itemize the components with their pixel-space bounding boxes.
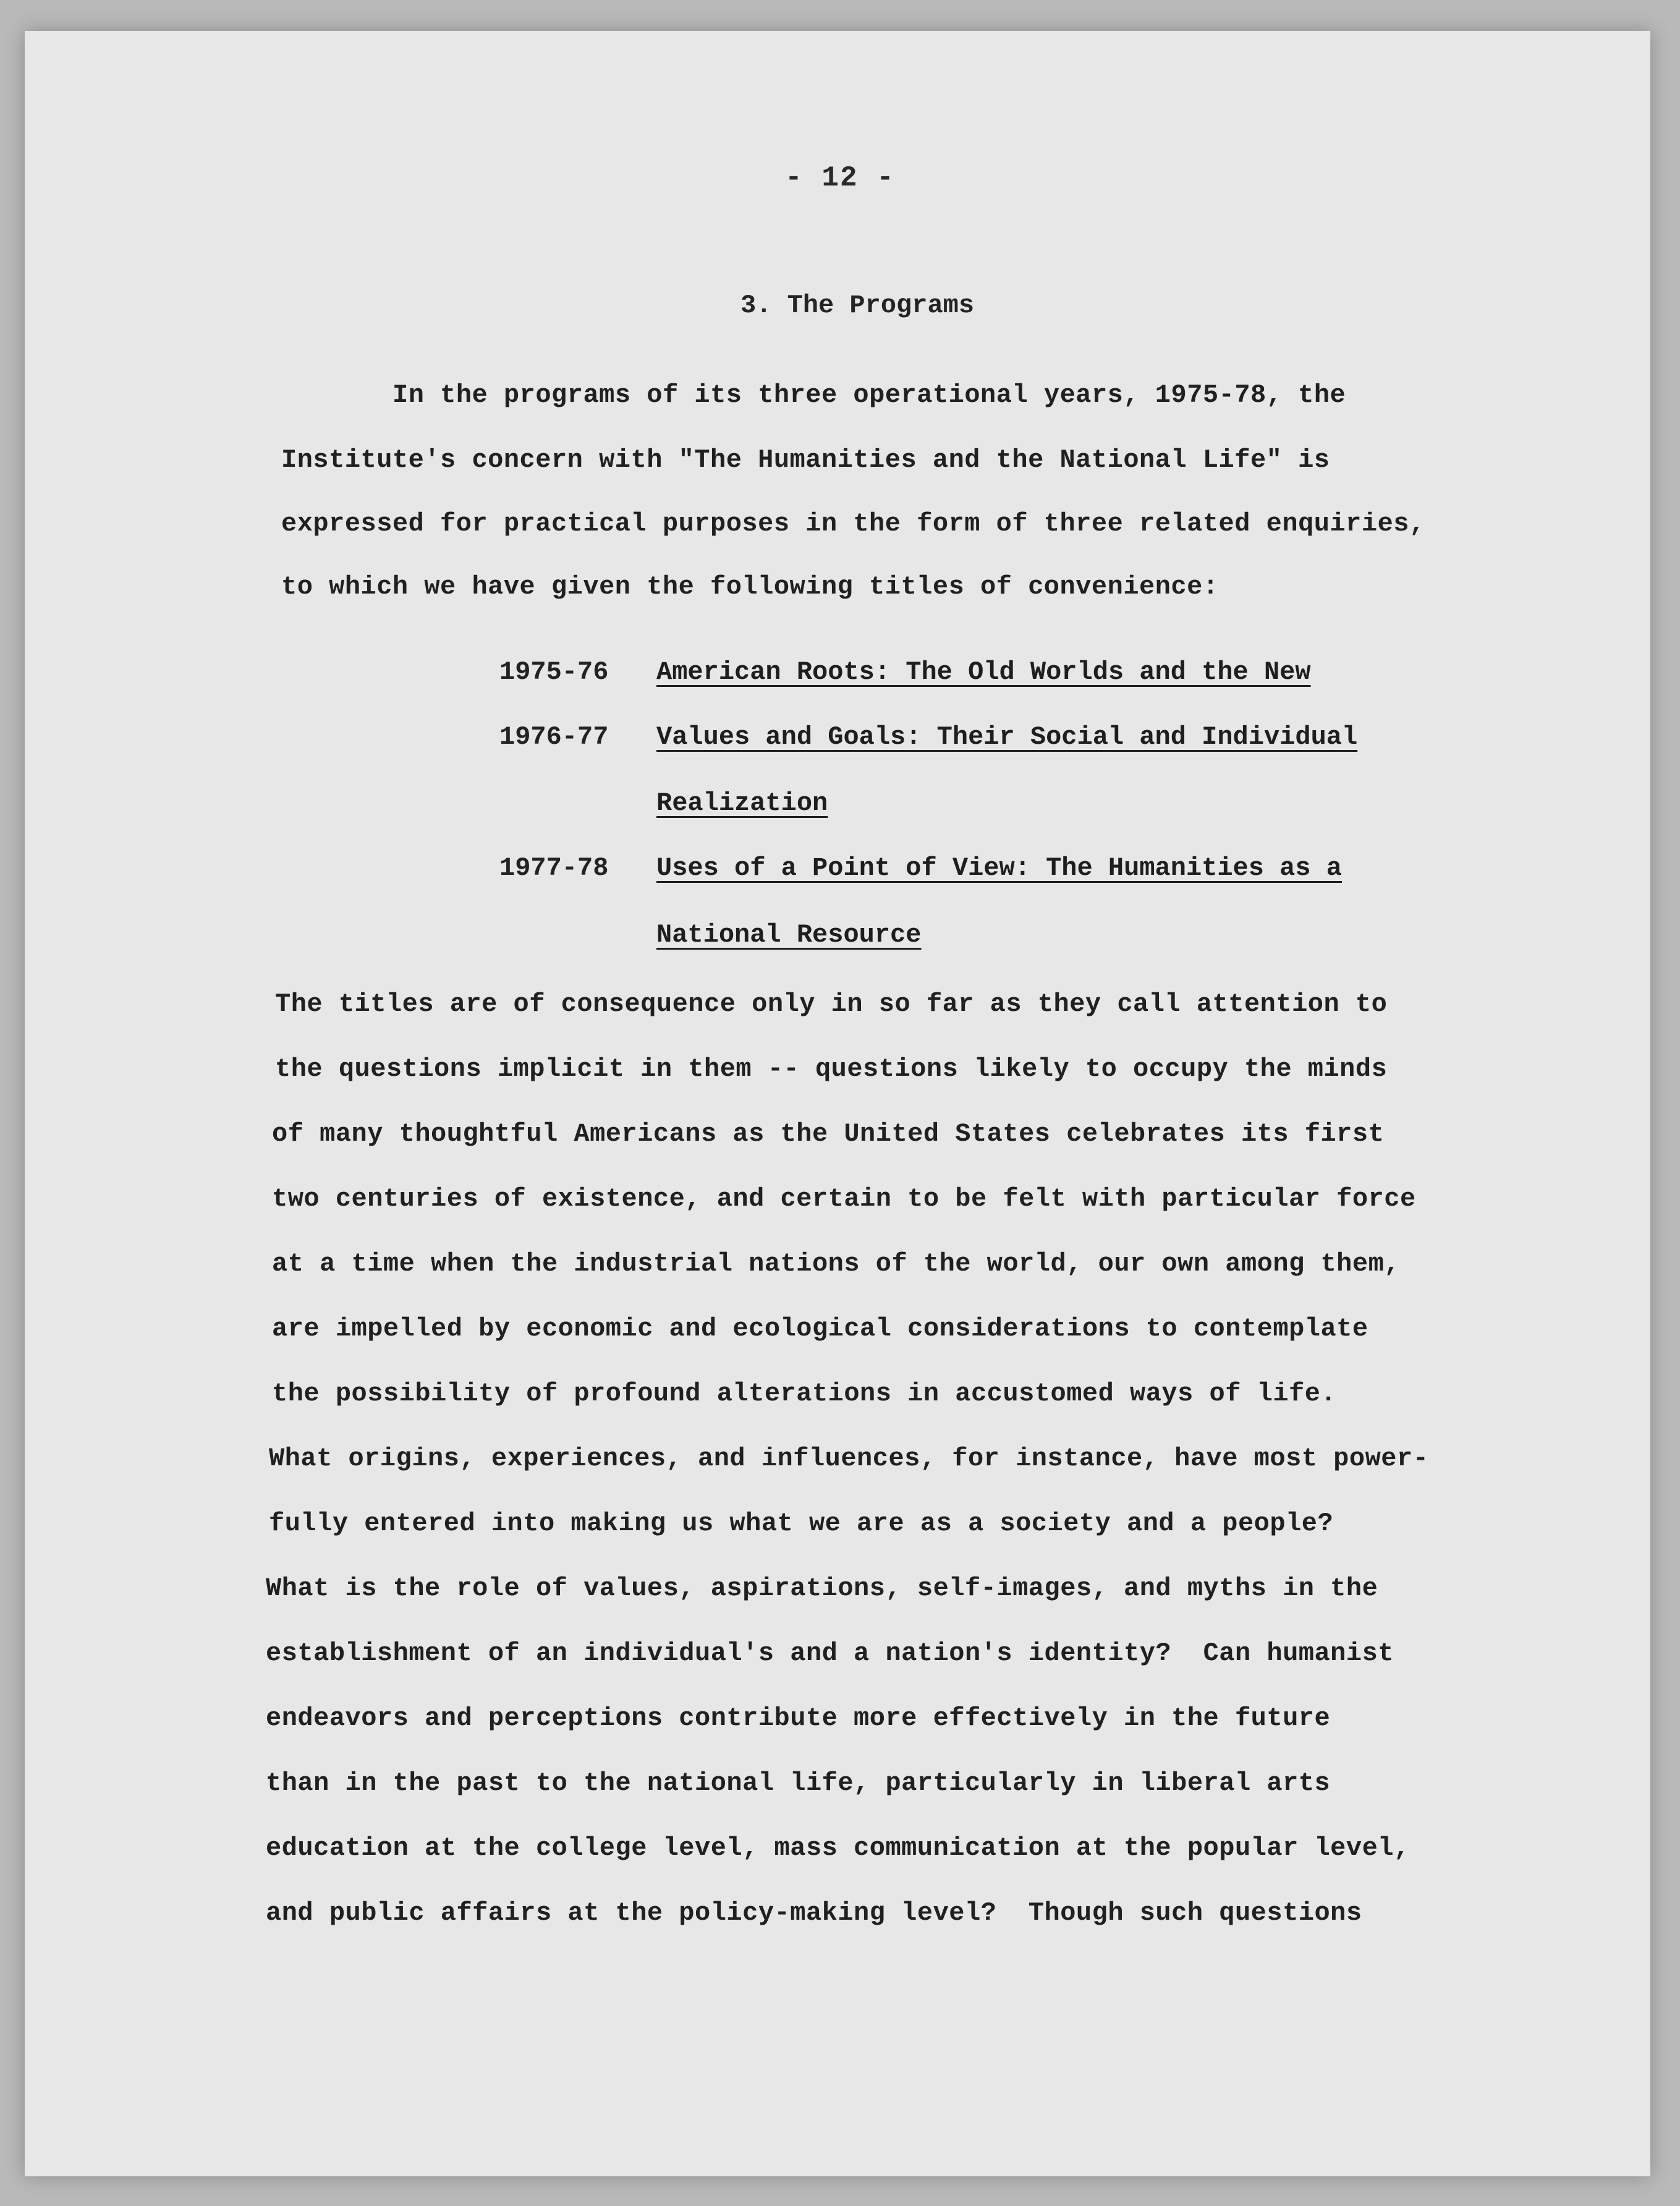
intro-line: Institute's concern with "The Humanities and the National Life" is: [281, 445, 1330, 475]
body-line: The titles are of consequence only in so far as they call attention to: [275, 989, 1388, 1019]
body-line: What origins, experiences, and influences, for instance, have most power-: [269, 1444, 1429, 1473]
program-years: 1977-78: [499, 853, 609, 883]
program-title: Values and Goals: Their Social and Individual: [656, 722, 1358, 752]
program-years: 1975-76: [499, 657, 609, 687]
program-title-continued: National Resource: [656, 920, 922, 950]
program-title: Uses of a Point of View: The Humanities as a: [656, 853, 1342, 883]
body-line: What is the role of values, aspirations, self-images, and myths in the: [266, 1574, 1378, 1603]
intro-line: In the programs of its three operational years, 1975-78, the: [392, 380, 1346, 410]
body-line: education at the college level, mass communication at the popular level,: [266, 1833, 1410, 1863]
body-line: the questions implicit in them -- questions likely to occupy the minds: [275, 1054, 1388, 1084]
body-line: endeavors and perceptions contribute more effectively in the future: [266, 1703, 1331, 1733]
section-heading: 3. The Programs: [740, 291, 975, 320]
body-line: two centuries of existence, and certain to be felt with particular force: [272, 1184, 1416, 1214]
body-line: the possibility of profound alterations in accustomed ways of life.: [272, 1379, 1337, 1408]
program-title: American Roots: The Old Worlds and the New: [656, 657, 1311, 687]
program-years: 1976-77: [499, 722, 609, 752]
body-line: of many thoughtful Americans as the United States celebrates its first: [272, 1119, 1385, 1149]
body-line: fully entered into making us what we are as a society and a people?: [269, 1509, 1334, 1538]
program-title-continued: Realization: [656, 788, 828, 818]
body-line: than in the past to the national life, particularly in liberal arts: [266, 1768, 1331, 1798]
body-line: are impelled by economic and ecological considerations to contemplate: [272, 1314, 1368, 1344]
intro-line: expressed for practical purposes in the form of three related enquiries,: [281, 509, 1425, 539]
page-number: - 12 -: [785, 162, 895, 194]
body-line: and public affairs at the policy-making level? Though such questions: [266, 1898, 1362, 1928]
body-line: establishment of an individual's and a nation's identity? Can humanist: [266, 1638, 1394, 1668]
body-line: at a time when the industrial nations of the world, our own among them,: [272, 1249, 1400, 1279]
intro-line: to which we have given the following titles of convenience:: [281, 572, 1219, 602]
